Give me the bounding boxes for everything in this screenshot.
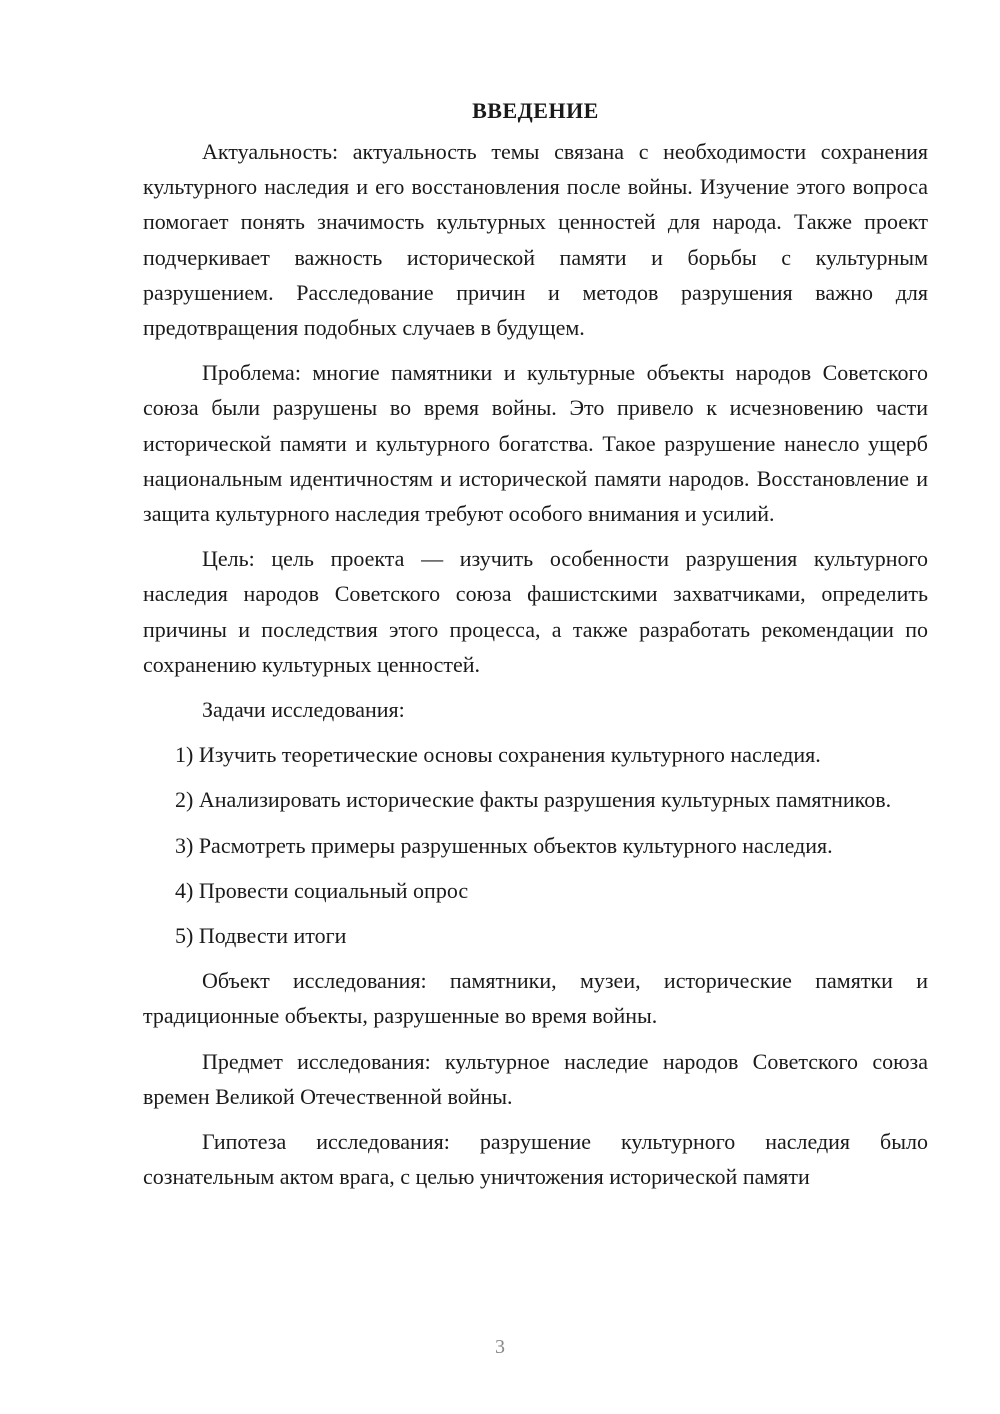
page-title: ВВЕДЕНИЕ bbox=[472, 98, 599, 123]
paragraph-object: Объект исследования: памятники, музеи, исторические памятки и традиционные объекты, разрушенные во время войны. bbox=[143, 968, 928, 1029]
paragraph-goal: Цель: цель проекта — изучить особенности разрушения культурного наследия народов Советского союза фашистскими захватчиками, определить причины и последствия этого процесса, а также разработать рекомендации по сохранению культурных ценностей. bbox=[143, 546, 928, 677]
page-number: 3 bbox=[495, 1336, 505, 1358]
paragraph-relevance: Актуальность: актуальность темы связана с необходимости сохранения культурного наследия и его восстановления после войны. Изучение этого вопроса помогает понять значимость культурных ценностей для народа. Также проект подчеркивает важность исторической памяти и борьбы с культурным разрушением. Расследование причин и методов разрушения важно для предотвращения подобных случаев в будущем. bbox=[143, 139, 928, 341]
paragraph-problem: Проблема: многие памятники и культурные объекты народов Советского союза были разрушены во время войны. Это привело к исчезновению части исторической памяти и культурного богатства. Такое разрушение нанесло ущерб национальным идентичностям и исторической памяти народов. Восстановление и защита культурного наследия требуют особого внимания и усилий. bbox=[143, 360, 928, 527]
task-item-5: 5) Подвести итоги bbox=[175, 923, 347, 949]
task-item-4: 4) Провести социальный опрос bbox=[175, 877, 469, 903]
paragraph-hypothesis: Гипотеза исследования: разрушение культурного наследия было сознательным актом врага, с целью уничтожения исторической памяти bbox=[143, 1129, 928, 1190]
task-item-2: 2) Анализировать исторические факты разрушения культурных памятников. bbox=[175, 787, 892, 813]
paragraph-subject: Предмет исследования: культурное наследие народов Советского союза времен Великой Отечественной войны. bbox=[143, 1048, 928, 1109]
tasks-title: Задачи исследования: bbox=[202, 697, 405, 723]
task-item-3: 3) Расмотреть примеры разрушенных объектов культурного наследия. bbox=[175, 832, 833, 858]
task-item-1: 1) Изучить теоретические основы сохранения культурного наследия. bbox=[175, 742, 821, 768]
